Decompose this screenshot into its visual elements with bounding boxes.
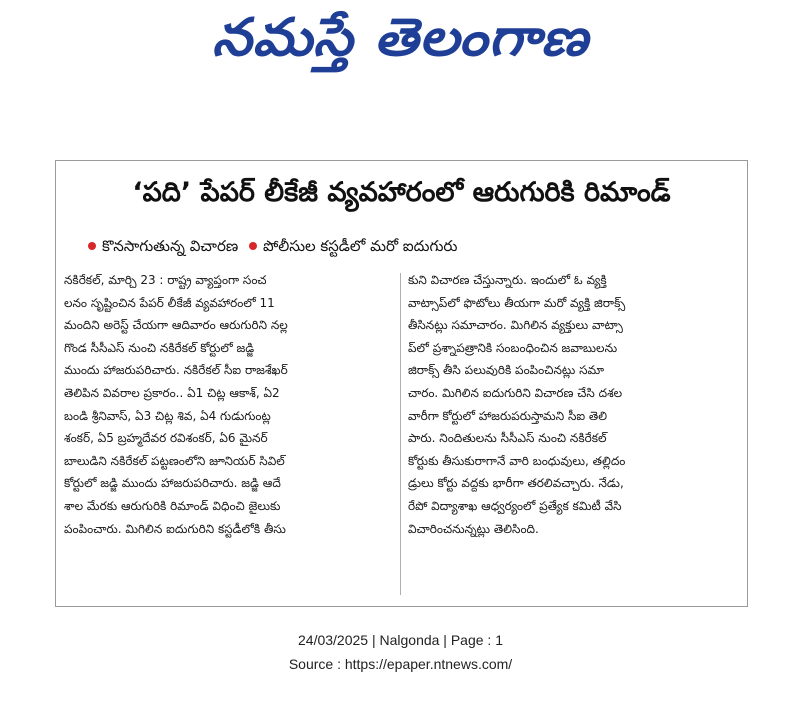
text-line: తెలిపిన వివరాల ప్రకారం.. ఏ1 చిట్ల ఆకాశ్, ఏ2 [64,385,280,400]
article-subheads [88,233,728,259]
text-line: మందిని అరెస్ట్ చేయగా ఆదివారం ఆరుగురిని నల్ల [64,318,288,333]
masthead-title: నమస్తే తెలంగాణ [212,8,589,68]
text-line: శంకర్, ఏ5 బ్రహ్మదేవర రవిశంకర్, ఏ6 మైనర్ [64,431,268,446]
text-line: తీసినట్లు సమాచారం. మిగిలిన వ్యక్తులు వాట్సా [408,318,623,333]
bullet-icon [88,242,96,250]
text-line: కోర్టులో జడ్జి ముందు హాజరుపరిచారు. జడ్జి ఆదే [64,476,281,491]
article-column-left [64,269,392,599]
text-line: వాట్సాప్‌లో ఫొటోలు తీయగా మరో వ్యక్తి జిరాక్స్ [408,295,626,310]
footer-date-edition: 24/03/2025 | Nalgonda | Page : 1 [298,632,503,648]
text-line: విచారించనున్నట్లు తెలిసింది. [408,521,539,536]
text-line: శాల మేరకు ఆరుగురికి రిమాండ్ విధించి జైలుకు [64,498,281,513]
text-line: వారీగా కోర్టులో హాజరుపరుస్తామని సీఐ తెలి [408,408,608,423]
text-line: లనం సృష్టించిన పేపర్ లీకేజీ వ్యవహారంలో 11 [64,295,275,310]
article-headline: ‘పది’ పేపర్ లీకేజీ వ్యవహారంలో ఆరుగురికి రిమాండ్ [132,177,671,208]
text-line: డ్రులు కోర్టు వద్దకు భారీగా తరలివచ్చారు. నేడు, [408,476,624,491]
news-clipping [55,160,748,607]
text-line: బాలుడిని నకిరేకల్ పట్టణంలోని జూనియర్ సివిల్ [64,453,285,468]
text-line: చారం. మిగిలిన ఐదుగురిని విచారణ చేసి దశల [408,385,623,400]
text-line: పంపించారు. మిగిలిన ఐదుగురిని కస్టడీలోకి తీసు [64,521,286,536]
text-line: నకిరేకల్, మార్చి 23 : రాష్ట్ర వ్యాప్తంగా సంచ [64,273,267,287]
text-line: బండి శ్రీనివాస్, ఏ3 చిట్ల శివ, ఏ4 గుడుగుంట్ల [64,408,271,423]
text-line: గొండ సీసీఎస్ నుంచి నకిరేకల్ కోర్టులో జడ్జి [64,340,255,355]
bullet-icon [249,242,257,250]
text-line: పారు. నిందితులను సీసీఎస్ నుంచి నకిరేకల్ [408,431,607,446]
subhead-2: పోలీసుల కస్టడీలో మరో ఐదుగురు [263,237,458,255]
text-line: కుని విచారణ చేస్తున్నారు. ఇందులో ఓ వ్యక్తి [408,273,607,287]
footer-source-link[interactable]: Source : https://epaper.ntnews.com/ [288,656,513,672]
text-line: రేపో విద్యాశాఖ ఆధ్వర్యంలో ప్రత్యేక కమిటీ వేసి [408,498,622,513]
column-divider [400,273,401,595]
text-line: ప్‌లో ప్రశ్నాపత్రానికి సంబంధించిన జవాబులను [408,340,618,355]
text-line: కోర్టుకు తీసుకురాగానే వారి బంధువులు, తల్లిదం [408,453,626,468]
newspaper-masthead [0,4,801,72]
subhead-1: కొనసాగుతున్న విచారణ [102,237,239,255]
text-line: ముందు హాజరుపరిచారు. నకిరేకల్ సీఐ రాజశేఖర్ [64,363,288,378]
article-column-right [408,269,740,599]
text-line: జిరాక్స్ తీసి పలువురికి పంపించినట్లు సమా [408,363,605,378]
